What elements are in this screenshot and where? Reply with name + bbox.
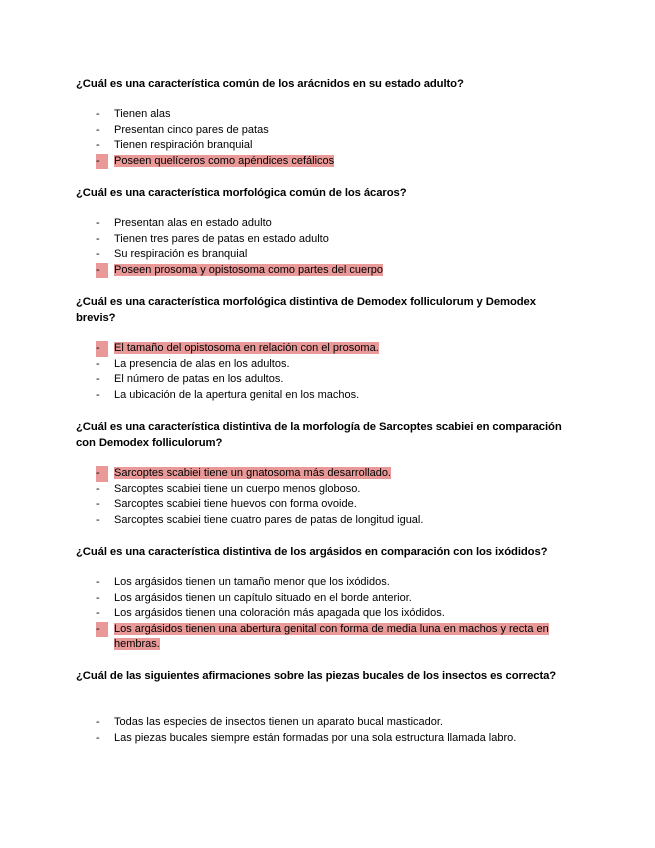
- option-list: [0, 715, 655, 746]
- bullet-dash: -: [96, 576, 100, 588]
- question-heading: ¿Cuál es una característica común de los arácnidos en su estado adulto?: [76, 78, 464, 90]
- bullet-dash: -: [96, 498, 100, 510]
- option-text: Tienen tres pares de patas en estado adulto: [114, 232, 329, 245]
- option-text: Tienen alas: [114, 108, 171, 120]
- list-item: [0, 123, 655, 139]
- option-list: [0, 107, 655, 169]
- option-text: El tamaño del opistosoma en relación con el prosoma.: [114, 342, 379, 354]
- question-heading: ¿Cuál es una característica distintiva de la morfología de Sarcoptes scabiei en comparación con Demodex folliculorum?: [76, 421, 562, 449]
- list-item-highlighted: [0, 622, 655, 653]
- option-text: Tienen respiración branquial: [114, 139, 253, 151]
- bullet-dash: -: [96, 217, 100, 229]
- bullet-dash: -: [96, 232, 100, 245]
- list-item: [0, 138, 655, 154]
- option-text: Los argásidos tienen una abertura genital con forma de media luna en machos y recta en hembras.: [114, 622, 549, 650]
- question-heading: ¿Cuál de las siguientes afirmaciones sobre las piezas bucales de los insectos es correcta?: [76, 670, 557, 682]
- list-item: [0, 591, 655, 607]
- list-item: [0, 497, 655, 513]
- bullet-dash: -: [96, 466, 108, 482]
- bullet-dash: -: [96, 622, 108, 638]
- bullet-dash: -: [96, 373, 100, 385]
- option-text: La ubicación de la apertura genital en los machos.: [114, 388, 360, 401]
- option-list: [0, 575, 655, 653]
- list-item-highlighted: [0, 341, 655, 357]
- option-text: El número de patas en los adultos.: [114, 373, 284, 385]
- bullet-dash: -: [96, 108, 100, 120]
- option-list: [0, 466, 655, 528]
- question-heading: ¿Cuál es una característica morfológica distintiva de Demodex folliculorum y Demodex brevis?: [76, 296, 536, 324]
- option-text: Todas las especies de insectos tienen un aparato bucal masticador.: [114, 716, 443, 728]
- list-item: [0, 216, 655, 232]
- list-item-highlighted: [0, 154, 655, 170]
- bullet-dash: -: [96, 731, 100, 744]
- list-item: [0, 372, 655, 388]
- option-text: Presentan cinco pares de patas: [114, 123, 269, 136]
- list-item: [0, 388, 655, 404]
- question-heading: ¿Cuál es una característica distintiva de los argásidos en comparación con los ixódidos?: [76, 546, 548, 558]
- list-item: [0, 247, 655, 263]
- list-item: [0, 606, 655, 622]
- list-item: [0, 107, 655, 123]
- bullet-dash: -: [96, 123, 100, 136]
- list-item-highlighted: [0, 466, 655, 482]
- list-item: [0, 482, 655, 498]
- bullet-dash: -: [96, 139, 100, 151]
- list-item: [0, 232, 655, 248]
- list-item: [0, 513, 655, 529]
- list-item: [0, 357, 655, 373]
- bullet-dash: -: [96, 482, 100, 495]
- option-text: Sarcoptes scabiei tiene un gnatosoma más desarrollado.: [114, 467, 391, 479]
- option-text: Los argásidos tienen un tamaño menor que los ixódidos.: [114, 576, 390, 588]
- bullet-dash: -: [96, 513, 100, 526]
- bullet-dash: -: [96, 248, 100, 260]
- option-text: Los argásidos tienen un capítulo situado en el borde anterior.: [114, 591, 412, 604]
- list-item: [0, 715, 655, 731]
- list-item: [0, 575, 655, 591]
- option-text: Su respiración es branquial: [114, 248, 248, 260]
- option-text: Sarcoptes scabiei tiene un cuerpo menos globoso.: [114, 482, 361, 495]
- bullet-dash: -: [96, 716, 100, 728]
- option-text: Sarcoptes scabiei tiene huevos con forma ovoide.: [114, 498, 357, 510]
- question-heading: ¿Cuál es una característica morfológica común de los ácaros?: [76, 187, 407, 199]
- bullet-dash: -: [96, 154, 108, 170]
- option-text: Sarcoptes scabiei tiene cuatro pares de patas de longitud igual.: [114, 513, 424, 526]
- bullet-dash: -: [96, 607, 100, 619]
- option-text: La presencia de alas en los adultos.: [114, 357, 290, 370]
- option-text: Presentan alas en estado adulto: [114, 217, 272, 229]
- option-text: Los argásidos tienen una coloración más apagada que los ixódidos.: [114, 607, 445, 619]
- option-text: Poseen quelíceros como apéndices cefálicos: [114, 154, 335, 167]
- bullet-dash: -: [96, 341, 108, 357]
- option-list: [0, 216, 655, 278]
- option-text: Poseen prosoma y opistosoma como partes del cuerpo: [114, 263, 384, 276]
- option-text: Las piezas bucales siempre están formadas por una sola estructura llamada labro.: [114, 731, 517, 744]
- bullet-dash: -: [96, 591, 100, 604]
- bullet-dash: -: [96, 388, 100, 401]
- bullet-dash: -: [96, 263, 108, 279]
- bullet-dash: -: [96, 357, 100, 370]
- list-item: [0, 731, 655, 747]
- list-item-highlighted: [0, 263, 655, 279]
- option-list: [0, 341, 655, 403]
